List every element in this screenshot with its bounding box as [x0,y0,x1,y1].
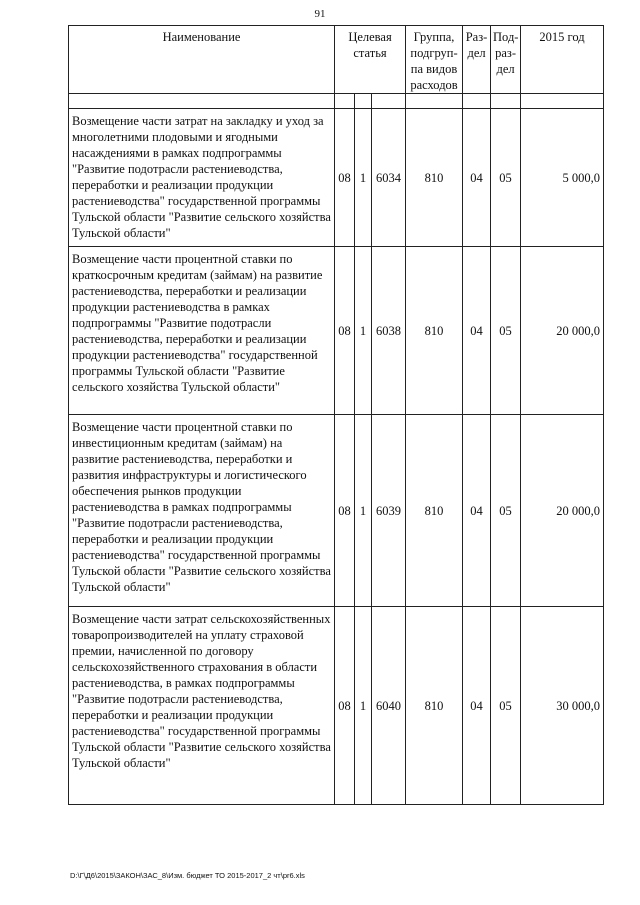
row-group: 810 [406,109,463,247]
spacer-row [69,94,604,109]
row-name: Возмещение части процентной ставки по инвестиционным кредитам (займам) на развитие растениеводства, переработки и развития инфраструктуры и логистического обеспечения рынков продукции растениеводства в рамках подпрограммы "Развитие подотрасли растениеводства, переработки и реализации продукции растениеводства" государственной программы Тульской области "Развитие сельского хозяйства Тульской области" [69,415,335,607]
budget-table [68,25,604,805]
row-group: 810 [406,607,463,805]
row-subsection: 05 [491,607,521,805]
row-group: 810 [406,415,463,607]
table-row [69,109,604,247]
row-name: Возмещение части затрат на закладку и уход за многолетними плодовыми и ягодными насаждениями в рамках подпрограммы "Развитие подотрасли растениеводства, переработки и реализации продукции растениеводства" государственной программы Тульской области "Развитие сельского хозяйства Тульской области" [69,109,335,247]
header-section: Раз- дел [463,26,491,94]
header-name: Наименование [69,26,335,94]
row-code-direction: 6040 [372,607,406,805]
row-amount: 20 000,0 [521,415,604,607]
header-target-article: Целевая статья [335,26,406,94]
row-code-direction: 6039 [372,415,406,607]
page-number: 91 [314,8,326,20]
table-row [69,607,604,805]
row-subsection: 05 [491,415,521,607]
row-amount: 30 000,0 [521,607,604,805]
row-name: Возмещение части затрат сельскохозяйственных товаропроизводителей на уплату страховой премии, начисленной по договору сельскохозяйственного страхования в области растениеводства, в рамках подпрограммы "Развитие подотрасли растениеводства, переработки и реализации продукции растениеводства" государственной программы Тульской области "Развитие сельского хозяйства Тульской области" [69,607,335,805]
row-section: 04 [463,415,491,607]
row-code-subprogram: 1 [355,607,372,805]
row-code-program: 08 [335,247,355,415]
header-subsection: Под- раз- дел [491,26,521,94]
row-code-subprogram: 1 [355,415,372,607]
row-section: 04 [463,109,491,247]
row-code-direction: 6038 [372,247,406,415]
table-row [69,247,604,415]
table-row [69,415,604,607]
row-subsection: 05 [491,247,521,415]
row-code-program: 08 [335,109,355,247]
row-amount: 20 000,0 [521,247,604,415]
row-group: 810 [406,247,463,415]
row-code-program: 08 [335,415,355,607]
row-code-direction: 6034 [372,109,406,247]
row-subsection: 05 [491,109,521,247]
header-group: Группа, подгруп- па видов расходов [406,26,463,94]
row-code-program: 08 [335,607,355,805]
row-code-subprogram: 1 [355,109,372,247]
row-section: 04 [463,247,491,415]
header-year: 2015 год [521,26,604,94]
file-path-footer: D:\Г\Д6\2015\ЗАКОН\ЗАС_8\Изм. бюджет ТО 2015-2017_2 чт\pr6.xls [70,871,305,880]
header-row [69,26,604,94]
row-amount: 5 000,0 [521,109,604,247]
row-name: Возмещение части процентной ставки по краткосрочным кредитам (займам) на развитие растениеводства, переработки и реализации продукции растениеводства в рамках подпрограммы "Развитие подотрасли растениеводства, переработки и реализации продукции растениеводства" государственной программы Тульской области "Развитие сельского хозяйства Тульской области" [69,247,335,415]
row-code-subprogram: 1 [355,247,372,415]
row-section: 04 [463,607,491,805]
